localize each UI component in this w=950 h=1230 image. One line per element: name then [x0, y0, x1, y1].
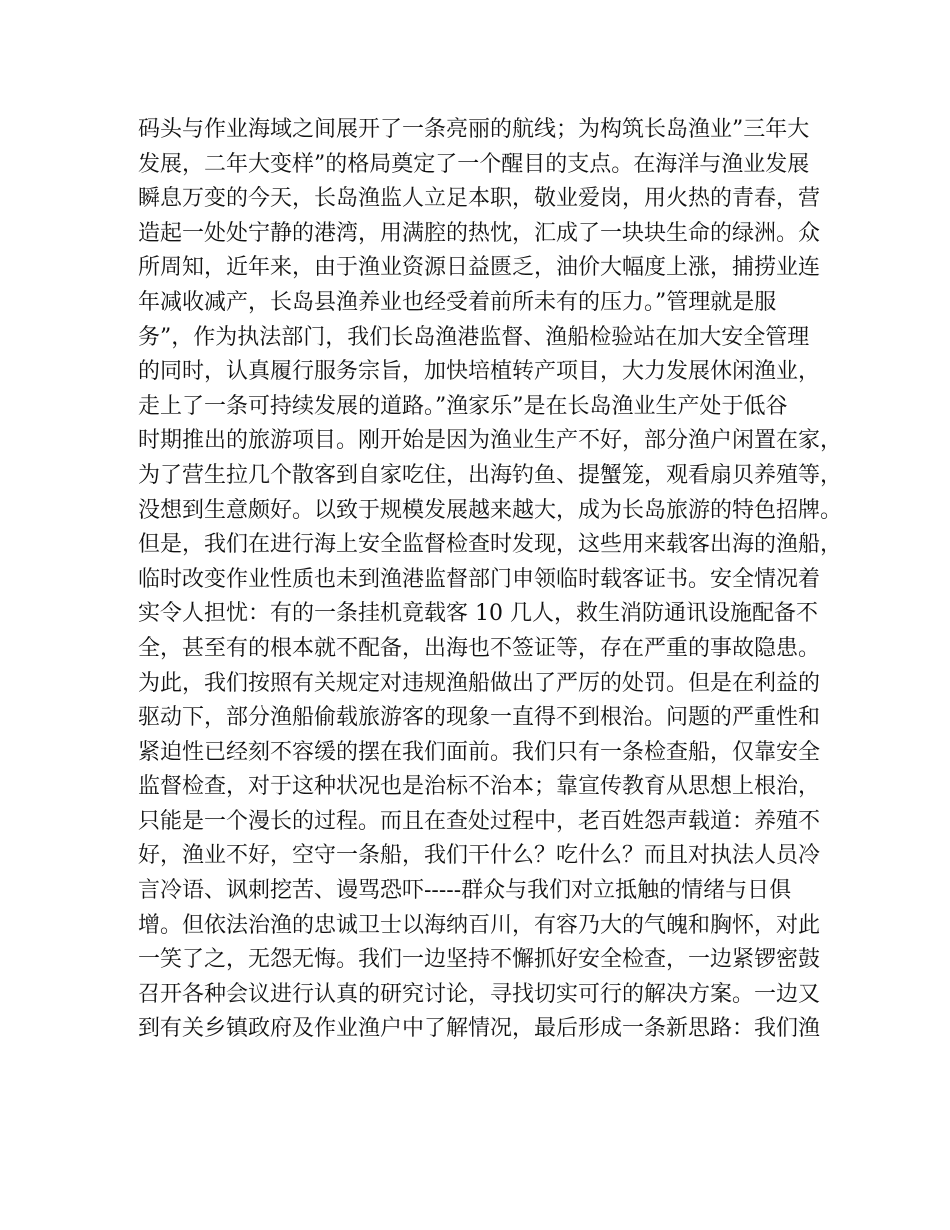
text-line: 到有关乡镇政府及作业渔户中了解情况，最后形成一条新思路：我们渔 — [138, 1016, 821, 1042]
text-line: 所周知，近年来，由于渔业资源日益匮乏，油价大幅度上涨，捕捞业连 — [138, 255, 821, 281]
body-text — [138, 113, 843, 1047]
text-line: 没想到生意颇好。以致于规模发展越来越大，成为长岛旅游的特色招牌。 — [138, 497, 843, 523]
text-line: 增。但依法治渔的忠诚卫士以海纳百川，有容乃大的气魄和胸怀，对此 — [138, 912, 821, 938]
text-line: 紧迫性已经刻不容缓的摆在我们面前。我们只有一条检查船，仅靠安全 — [138, 739, 821, 765]
text-line: 实令人担忧：有的一条挂机竟载客 10 几人，救生消防通讯设施配备不 — [138, 601, 818, 627]
text-line: 好，渔业不好，空守一条船，我们干什么？吃什么？而且对执法人员冷 — [138, 843, 821, 869]
text-line: 只能是一个漫长的过程。而且在查处过程中，老百姓怨声载道：养殖不 — [138, 808, 821, 834]
text-line: 务”，作为执法部门，我们长岛渔港监督、渔船检验站在加大安全管理 — [138, 324, 810, 350]
text-line: 但是，我们在进行海上安全监督检查时发现，这些用来载客出海的渔船， — [138, 532, 843, 558]
text-line: 造起一处处宁静的港湾，用满腔的热忱，汇成了一块块生命的绿洲。众 — [138, 220, 821, 246]
text-line: 时期推出的旅游项目。刚开始是因为渔业生产不好，部分渔户闲置在家， — [138, 428, 843, 454]
text-line: 召开各种会议进行认真的研究讨论，寻找切实可行的解决方案。一边又 — [138, 981, 821, 1007]
text-line: 为此，我们按照有关规定对违规渔船做出了严厉的处罚。但是在利益的 — [138, 670, 821, 696]
text-line: 言冷语、讽刺挖苦、谩骂恐吓-----群众与我们对立抵触的情绪与日俱 — [138, 878, 792, 904]
text-line: 临时改变作业性质也未到渔港监督部门申领临时载客证书。安全情况着 — [138, 566, 821, 592]
text-line: 码头与作业海域之间展开了一条亮丽的航线；为构筑长岛渔业”三年大 — [138, 117, 810, 142]
text-line: 驱动下，部分渔船偷载旅游客的现象一直得不到根治。问题的严重性和 — [138, 705, 821, 731]
text-line: 发展，二年大变样”的格局奠定了一个醒目的支点。在海洋与渔业发展 — [138, 151, 810, 177]
text-line: 监督检查，对于这种状况也是治标不治本；靠宣传教育从思想上根治， — [138, 774, 821, 800]
text-line: 瞬息万变的今天，长岛渔监人立足本职，敬业爱岗，用火热的青春，营 — [138, 186, 821, 212]
text-line: 全，甚至有的根本就不配备，出海也不签证等，存在严重的事故隐患。 — [138, 635, 821, 661]
text-line: 年减收减产，长岛县渔养业也经受着前所未有的压力。”管理就是服 — [138, 289, 777, 315]
text-line: 为了营生拉几个散客到自家吃住，出海钓鱼、提蟹笼，观看扇贝养殖等， — [138, 462, 843, 488]
text-line: 一笑了之，无怨无悔。我们一边坚持不懈抓好安全检查，一边紧锣密鼓 — [138, 947, 821, 973]
text-line: 的同时，认真履行服务宗旨，加快培植转产项目，大力发展休闲渔业， — [138, 359, 821, 385]
text-line: 走上了一条可持续发展的道路。”渔家乐”是在长岛渔业生产处于低谷 — [138, 393, 788, 419]
